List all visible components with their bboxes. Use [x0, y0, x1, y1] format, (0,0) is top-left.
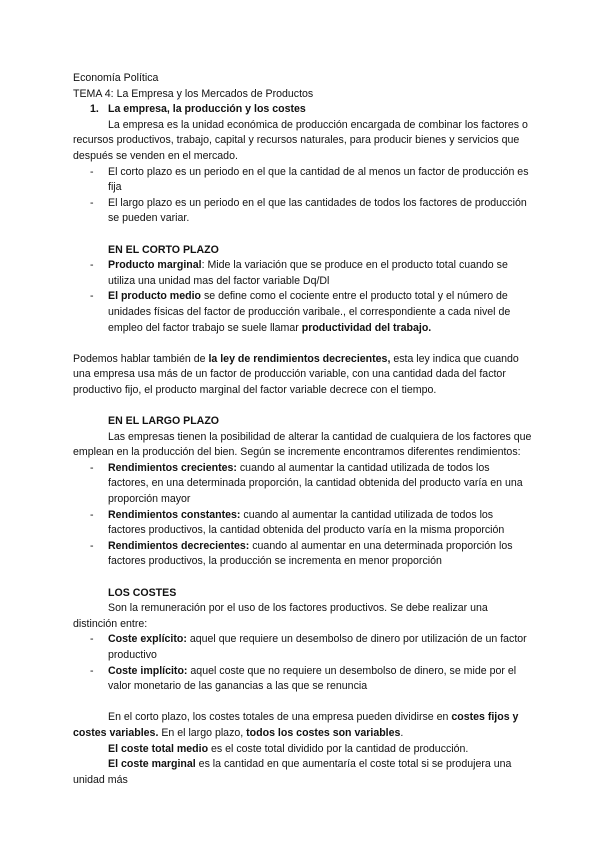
largo-plazo-intro: Las empresas tienen la posibilidad de alterar la cantidad de cualquiera de los factores que emplean en la producción del bien. Según se incremente encontramos diferentes rendimientos:: [73, 430, 532, 459]
plazo-list: [73, 165, 533, 227]
term: Coste implícito:: [108, 664, 188, 677]
costes-intro: Son la remuneración por el uso de los factores productivos. Se debe realizar una distinción entre:: [73, 602, 488, 630]
corto-plazo-list: [73, 258, 533, 336]
largo-plazo-heading: EN EL LARGO PLAZO: [108, 415, 220, 428]
term: Rendimientos crecientes:: [108, 461, 237, 474]
costes-heading: LOS COSTES: [108, 586, 177, 599]
term: productividad del trabajo.: [301, 321, 432, 334]
list-item: - El corto plazo es un periodo en el que la cantidad de al menos un factor de producción es fija: [73, 165, 533, 196]
definition: cuando al aumentar la cantidad utilizada de todos los factores productivos, la cantidad obtenida del producto varía en la misma proporción: [108, 508, 505, 537]
text: .: [400, 726, 404, 739]
section-title: La empresa, la producción y los costes: [108, 103, 306, 116]
text: esta ley indica que cuando una empresa usa más de un factor de producción variable, con una cantidad dada del factor productivo fijo, el producto marginal del factor variable decrece con el tiempo.: [73, 352, 519, 396]
text: En el largo plazo,: [158, 726, 247, 739]
coste-medio-paragraph: [73, 742, 533, 758]
section-heading: [73, 102, 533, 118]
corto-plazo-heading: EN EL CORTO PLAZO: [108, 243, 219, 256]
definition: : Mide la variación que se produce en el producto total cuando se utiliza una unidad mas del factor variable Dq/Dl: [108, 259, 508, 287]
list-item: - El largo plazo es un periodo en el que las cantidades de todos los factores de producción se pueden variar.: [73, 196, 533, 227]
term: El coste marginal: [108, 758, 196, 771]
coste-marginal-paragraph: [73, 757, 533, 788]
definition: aquel que requiere un desembolso de dinero por utilización de un factor productivo: [108, 633, 527, 661]
section-intro: La empresa es la unidad económica de producción encargada de combinar los factores o recursos productivos, trabajo, capital y recursos naturales, para producir bienes y servicios que después se venden en el mercado.: [73, 118, 528, 162]
ley-paragraph: [73, 352, 533, 399]
text: En el corto plazo, los costes totales de una empresa pueden dividirse en: [108, 711, 452, 724]
definition: se define como el cociente entre el producto total y el número de unidades físicas del factor de producción varibale., el correspondiente a cada nivel de empleo del factor trabajo se suele llamar: [108, 290, 511, 334]
definition: es el coste total dividido por la cantidad de producción.: [208, 742, 469, 755]
term: la ley de rendimientos decrecientes,: [208, 352, 391, 365]
term: Rendimientos constantes:: [108, 508, 241, 521]
definition: aquel coste que no requiere un desembolso de dinero, se mide por el valor monetario de las ganancias a las que se renuncia: [108, 664, 517, 693]
definition: cuando al aumentar la cantidad utilizada de todos los factores, en una determinada proporción, la cantidad obtenida del producto varía en una proporción mayor: [108, 461, 523, 506]
term: todos los costes son variables: [246, 726, 401, 739]
list-item: [73, 508, 533, 539]
list-item: [73, 632, 533, 663]
rendimientos-list: [73, 461, 533, 570]
topic-title: TEMA 4: La Empresa y los Mercados de Productos: [73, 87, 314, 100]
definition: cuando al aumentar en una determinada proporción los factores productivos, la producción se incrementa en menor proporción: [108, 539, 513, 568]
term: Producto marginal: [108, 259, 202, 272]
list-item: [73, 289, 533, 336]
term: costes fijos y costes variables.: [73, 711, 519, 739]
list-item: [73, 461, 533, 508]
term: Rendimientos decrecientes:: [108, 539, 250, 552]
definition: es la cantidad en que aumentaría el coste total si se produjera una unidad más: [73, 758, 512, 786]
term: El coste total medio: [108, 742, 209, 755]
costes-list: [73, 632, 533, 694]
course-title: Economía Política: [73, 72, 159, 84]
term: El producto medio: [108, 290, 201, 303]
list-item: [73, 258, 533, 289]
section-number: 1.: [90, 103, 99, 116]
list-item: [73, 539, 533, 570]
document-page: [73, 71, 533, 788]
list-item: [73, 664, 533, 695]
term: Coste explícito:: [108, 633, 187, 646]
text: Podemos hablar también de: [73, 352, 209, 365]
costes-paragraph: [73, 710, 533, 741]
